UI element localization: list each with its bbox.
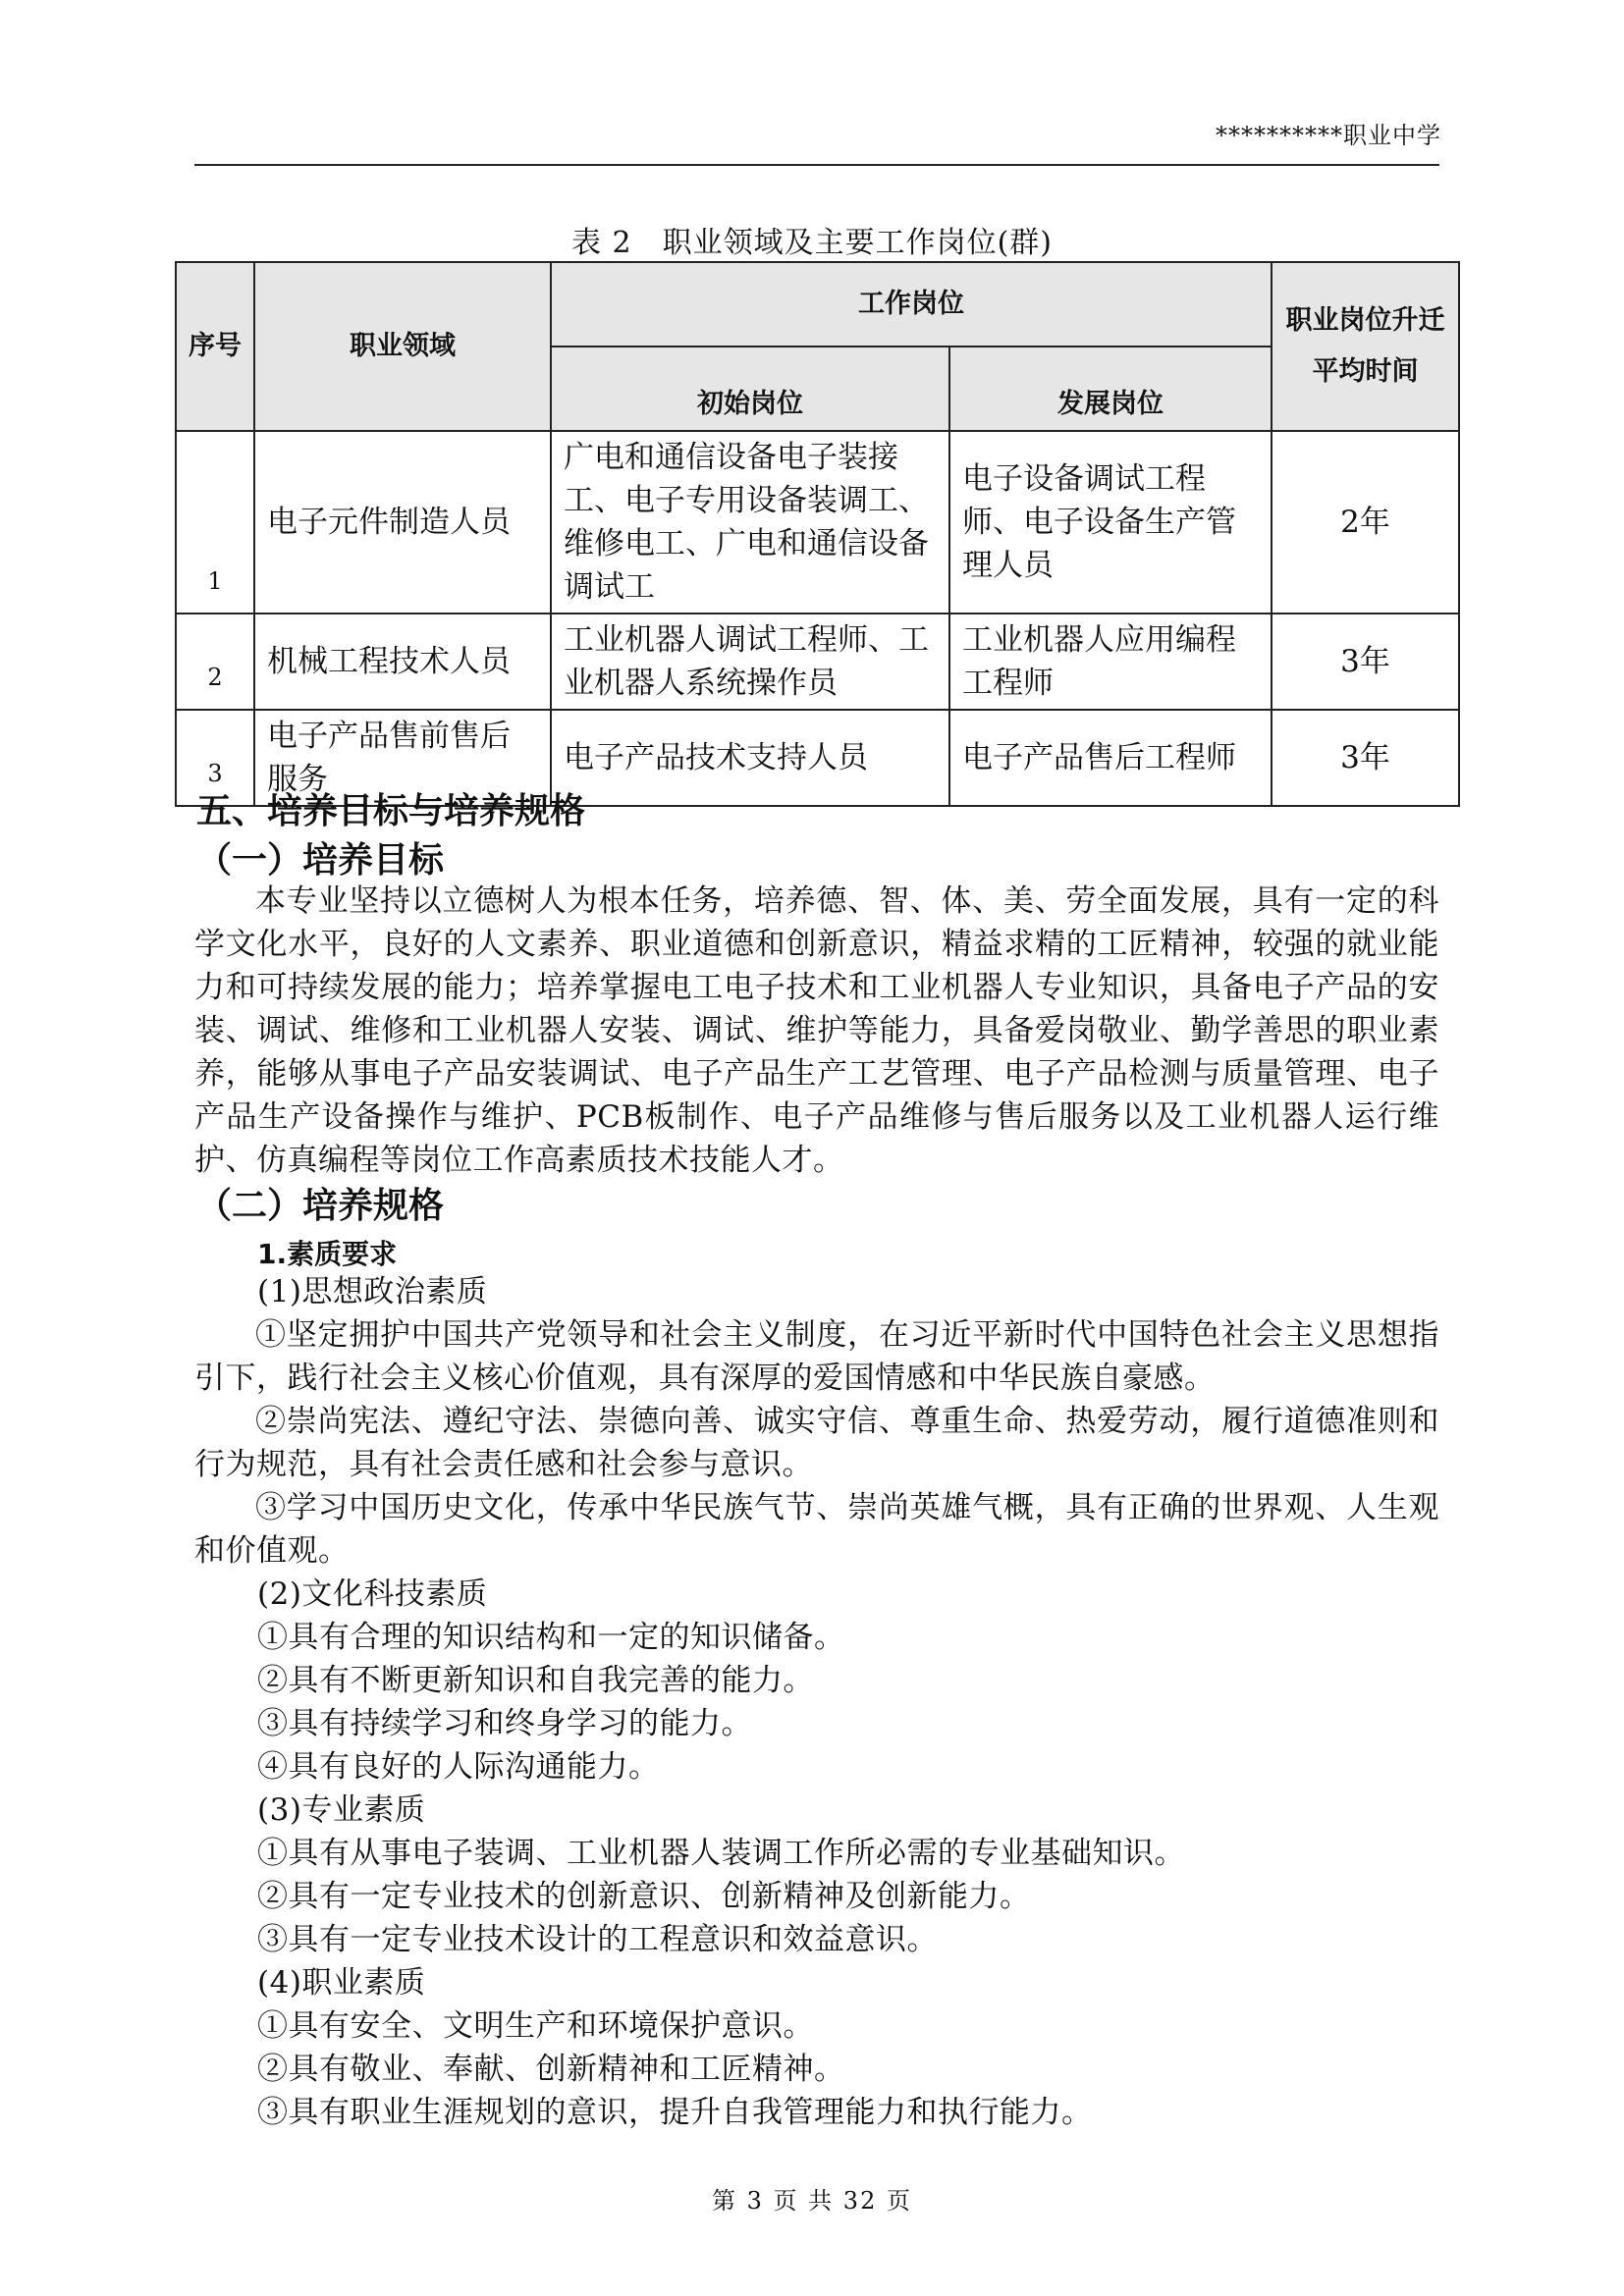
list-item: ③具有职业生涯规划的意识，提升自我管理能力和执行能力。: [257, 2095, 1093, 2130]
list-item: ③具有一定专业技术设计的工程意识和效益意识。: [257, 1922, 938, 1957]
row-development: 电子产品售后工程师: [949, 710, 1272, 806]
page-number: 第 3 页 共 32 页: [712, 2187, 912, 2215]
row-initial: 电子产品技术支持人员: [551, 710, 949, 806]
row-num: 2: [176, 614, 254, 710]
goals-paragraph: 本专业坚持以立德树人为根本任务，培养德、智、体、美、劳全面发展，具有一定的科学文化水平，良好的人文素养、职业道德和创新意识，精益求精的工匠精神，较强的就业能力和可持续发展的能力；培养掌握电工电子技术和工业机器人专业知识，具备电子产品的安装、调试、维修和工业机器人安装、调试、维护等能力，具备爱岗敬业、勤学善思的职业素养，能够从事电子产品安装调试、电子产品生产工艺管理、电子产品检测与质量管理、电子产品生产设备操作与维护、PCB板制作、电子产品维修与售后服务以及工业机器人运行维护、仿真编程等岗位工作高素质技术技能人才。: [194, 883, 1439, 1178]
subsection-heading-goals: （一）培养目标: [196, 840, 445, 881]
group-title-professional: (3)专业素质: [257, 1792, 426, 1828]
header-rule: [194, 164, 1439, 166]
table-header-row: [176, 262, 1459, 347]
row-field: 电子产品售前售后服务: [254, 710, 551, 806]
quality-requirements-title: 1.素质要求: [257, 1238, 398, 1270]
group-title-culture: (2)文化科技素质: [257, 1576, 488, 1612]
row-initial: 工业机器人调试工程师、工业机器人系统操作员: [551, 614, 949, 710]
row-time: 3年: [1272, 710, 1459, 806]
header-positions: 工作岗位: [551, 262, 1272, 347]
subsection-heading-specs: （二）培养规格: [196, 1186, 445, 1226]
list-item: ①具有合理的知识结构和一定的知识储备。: [257, 1620, 845, 1655]
row-field: 机械工程技术人员: [254, 614, 551, 710]
list-item: ①具有安全、文明生产和环境保护意识。: [257, 2008, 814, 2044]
header-seq: 序号: [176, 262, 254, 431]
table-caption: 表 2 职业领域及主要工作岗位(群): [570, 226, 1054, 260]
list-item: ①具有从事电子装调、工业机器人装调工作所必需的专业基础知识。: [257, 1836, 1185, 1871]
header-school-name: **********职业中学: [1216, 122, 1441, 149]
row-num: 3: [176, 710, 254, 806]
group-title-vocational: (4)职业素质: [257, 1965, 426, 2001]
jobs-table: [175, 261, 1460, 807]
header-initial: 初始岗位: [551, 347, 949, 431]
row-num: 1: [176, 431, 254, 614]
row-field: 电子元件制造人员: [254, 431, 551, 614]
row-development: 电子设备调试工程师、电子设备生产管理人员: [949, 431, 1272, 614]
table-row: [176, 614, 1459, 710]
header-field: 职业领域: [254, 262, 551, 431]
row-time: 3年: [1272, 614, 1459, 710]
list-item: ②具有不断更新知识和自我完善的能力。: [257, 1663, 814, 1698]
row-time: 2年: [1272, 431, 1459, 614]
row-initial: 广电和通信设备电子装接工、电子专用设备装调工、维修电工、广电和通信设备调试工: [551, 431, 949, 614]
list-item: ①坚定拥护中国共产党领导和社会主义制度，在习近平新时代中国特色社会主义思想指引下，践行社会主义核心价值观，具有深厚的爱国情感和中华民族自豪感。: [194, 1317, 1439, 1396]
list-item: ③学习中国历史文化，传承中华民族气节、崇尚英雄气概，具有正确的世界观、人生观和价值观。: [194, 1490, 1439, 1569]
header-development: 发展岗位: [949, 347, 1272, 431]
group-title-political: (1)思想政治素质: [257, 1274, 488, 1309]
table-row: [176, 431, 1459, 614]
header-time: 职业岗位升迁平均时间: [1272, 262, 1459, 431]
list-item: ④具有良好的人际沟通能力。: [257, 1749, 660, 1785]
list-item: ②具有一定专业技术的创新意识、创新精神及创新能力。: [257, 1879, 1031, 1914]
list-item: ②具有敬业、奉献、创新精神和工匠精神。: [257, 2052, 845, 2087]
list-item: ②崇尚宪法、遵纪守法、崇德向善、诚实守信、尊重生命、热爱劳动，履行道德准则和行为规范，具有社会责任感和社会参与意识。: [194, 1404, 1439, 1482]
list-item: ③具有持续学习和终身学习的能力。: [257, 1706, 752, 1741]
row-development: 工业机器人应用编程工程师: [949, 614, 1272, 710]
section-heading: 五、培养目标与培养规格: [196, 791, 586, 831]
